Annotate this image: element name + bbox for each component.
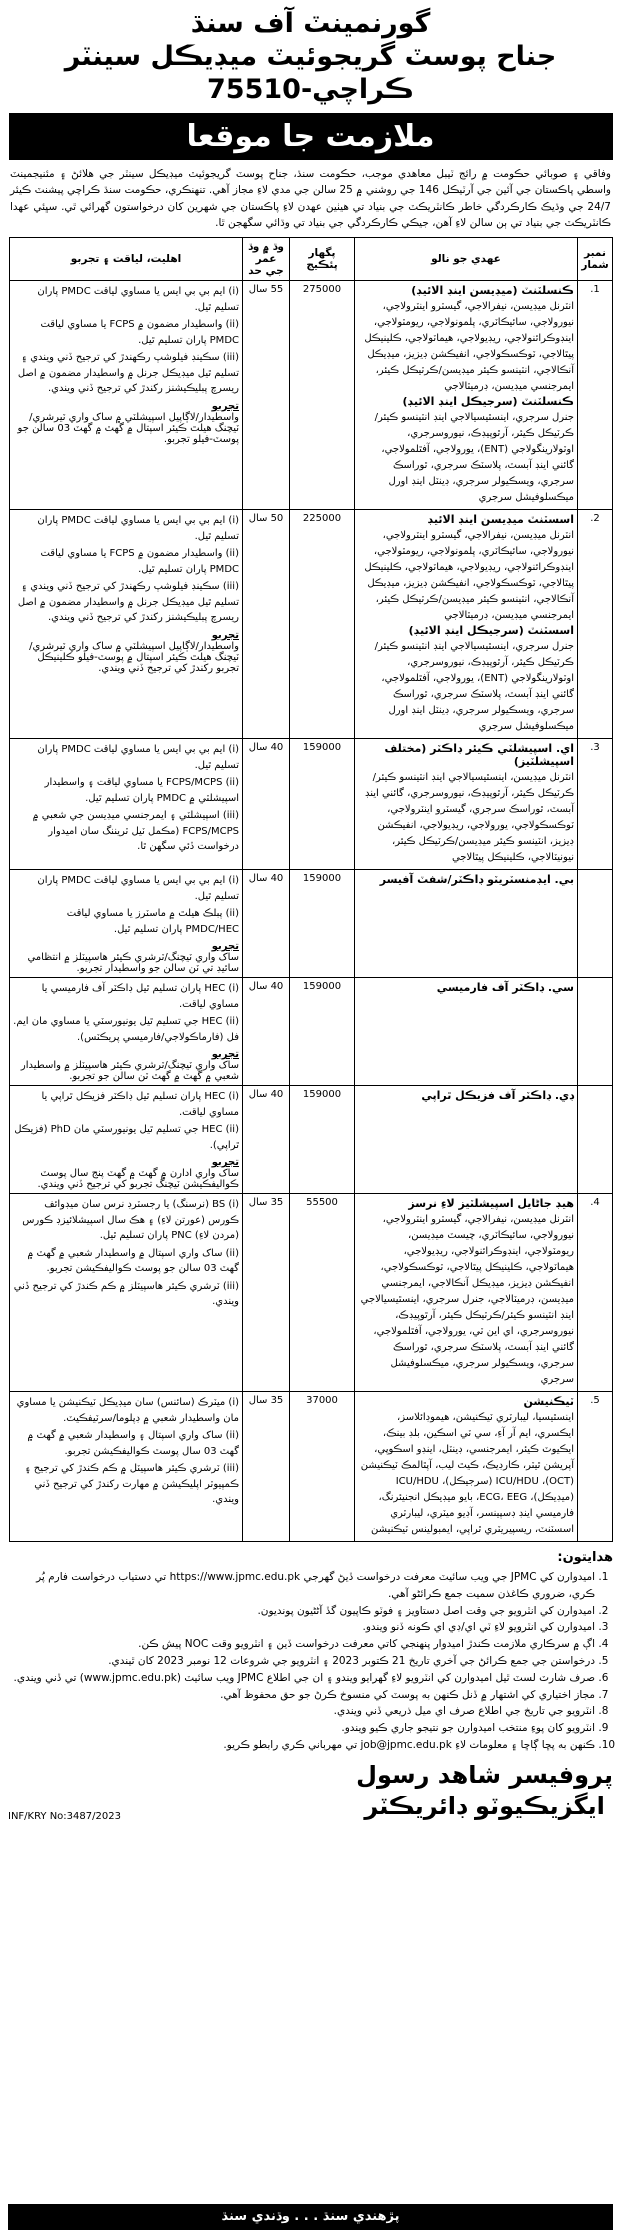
experience-heading: تجربو bbox=[211, 629, 239, 641]
instruction-item: 8. انٽرويو جي تاريخ جي اطلاع صرف اي ميل ذريعي ڏني ويندي. bbox=[8, 1703, 595, 1720]
post-title: هيڊ جاڻايل اسپيشلٽيز لاءِ نرسز bbox=[408, 1197, 574, 1211]
instructions bbox=[8, 1548, 613, 1754]
instruction-item: 3. اميدوارن کي انٽرويو لاءِ ٽي اي/ڊي اي ڪونه ڏنو ويندو. bbox=[8, 1619, 595, 1636]
job-opportunities-banner: ملازمت جا موقعا bbox=[9, 113, 613, 160]
qualification-list bbox=[13, 284, 239, 397]
qualification-cell bbox=[10, 978, 243, 1086]
post-specialties: انٽرنل ميڊيسن، نيفرالاجي، گيسٽرو اينٽرولاجي، نيورولاجي، سائيڪاٽري، پلمونولاجي، ريومٽولاجي، اينڊوڪرائنولاجي، ريڊيولاجي، هيماٽولاجي، ڪلينيڪل پيٿالاجي، ٽوڪسڪولاجي، انفيڪشن ڊيزيز، ميڊيڪل آنڪالاجي، انٽينسو ڪيئر ميڊيسن/ڪرٽيڪل ڪيئر، ايمرجنسي ميڊيسن، ڊرميٽالاجي bbox=[364, 530, 574, 622]
reference-number: INF/KRY No:3487/2023 bbox=[8, 1811, 121, 1823]
post-title: سي. ڊاڪٽر آف فارميسي bbox=[436, 981, 574, 995]
instruction-item: 4. اڳ ۾ سرڪاري ملازمت ڪندڙ اميدوار پنهنجي کاتي معرفت درخواست ڏين ۽ انٽرويو وقت NOC پيش ڪن. bbox=[8, 1636, 595, 1653]
qualification-item: (ii) واسطيدار مضمون ۾ FCPS يا مساوي لياقت PMDC پاران تسليم ٿيل. bbox=[40, 319, 239, 346]
qualification-item: (i) BS (نرسنگ) يا رجسٽرڊ نرس سان ميڊوائف ڪورس (عورتن لاءِ) ۽ هڪ سال اسپيشلائيزڊ ڪورس (مردن لاءِ) PNC پاران تسليم ٿيل. bbox=[22, 1199, 239, 1242]
qualification-item: (i) HEC پاران تسليم ٿيل ڊاڪٽر فزيڪل ٿراپي يا مساوي لياقت. bbox=[41, 1091, 239, 1118]
header-post: عهدي جو نالو bbox=[355, 238, 578, 281]
signatory-name: پروفيسر شاهد رسول bbox=[356, 1760, 613, 1789]
qualification-item: (iii) سڪينڊ فيلوشپ رڪھندڙ کي ترجيح ڏني ويندي ۽ تسليم ٿيل ميڊيڪل جرنل ۾ واسطيدار مضمون ۾ اصل ريسرچ پبليڪيشنز رکندڙ کي ترجيح ڏني ويندي. bbox=[17, 352, 239, 395]
footer-slogan: پڙهندي سنڌ . . . وڌندي سنڌ bbox=[8, 2204, 613, 2230]
qualification-list bbox=[13, 513, 239, 626]
experience-heading: تجربو bbox=[211, 1049, 239, 1061]
government-title: گورنمينٽ آف سنڌ bbox=[190, 8, 431, 39]
instruction-item: 7. مجاز اختياري کي اشتهار ۾ ڏنل ڪنهن به پوسٽ کي منسوخ ڪرڻ جو حق محفوظ آهي. bbox=[8, 1687, 595, 1704]
post-title: ٽيڪنيشن bbox=[523, 1395, 574, 1409]
header-age: وڌ ۾ وڌ عمر جي حد bbox=[243, 238, 290, 281]
post-sub-specialties: جنرل سرجري، اينسٿيسيالاجي اينڊ انٽينسو ڪيئر/ڪرٽيڪل ڪيئر، آرٿوپيڊڪ، نيوروسرجري، اوٽولارينگولاجي (ENT)، يورولاجي، آفٿلمولاجي، گائني اينڊ آبسٽ، پلاسٽڪ سرجري، ٿوراسڪ سرجري، ويسڪيولر سرجري، ڊينٽل اينڊ اورل ميڪسلوفيشل سرجري bbox=[374, 641, 574, 733]
qualification-item: (ii) پبلڪ هيلٿ ۾ ماسٽرز يا مساوي لياقت PMDC/HEC پاران تسليم ٿيل. bbox=[66, 908, 239, 935]
max-age: 40 سال bbox=[243, 1086, 290, 1194]
post-sub-specialties: جنرل سرجري، اينسٿيسيالاجي اينڊ انٽينسو ڪيئر/ڪرٽيڪل ڪيئر، آرٿوپيڊڪ، نيوروسرجري، اوٽولارينگولاجي (ENT)، يورولاجي، آفٿلمولاجي، گائني اينڊ آبسٽ، پلاسٽڪ سرجري، ٿوراسڪ سرجري، ويسڪيولر سرجري، ڊينٽل اينڊ اورل ميڪسلوفيشل سرجري bbox=[374, 412, 574, 504]
institute-title: جناح پوسٽ گريجوئيٽ ميڊيڪل سينٽر bbox=[64, 41, 557, 73]
qualification-cell bbox=[10, 1086, 243, 1194]
qualification-cell bbox=[10, 739, 243, 870]
pay-package: 55500 bbox=[290, 1194, 355, 1392]
max-age: 35 سال bbox=[243, 1194, 290, 1392]
instruction-item: 10. ڪنهن به پڇا ڳاڇا ۽ معلومات لاءِ job@jpmc.edu.pk تي مهرباني ڪري رابطو ڪريو. bbox=[8, 1737, 595, 1754]
post-cell bbox=[355, 739, 578, 870]
qualification-item: (i) ايم بي بي ايس يا مساوي لياقت PMDC پاران تسليم ٿيل. bbox=[37, 875, 239, 902]
qualification-item: (i) ميٽرڪ (سائنس) سان ميڊيڪل ٽيڪنيشن يا مساوي مان واسطيدار شعبي ۾ ڊپلوما/سرٽيفڪيٽ. bbox=[16, 1397, 239, 1424]
qualification-item: (iii) ٽرشري ڪيئر هاسپيٽلز ۾ ڪم ڪندڙ کي ترجيح ڏني ويندي. bbox=[13, 1280, 239, 1308]
row-number bbox=[578, 1086, 613, 1194]
header-no: نمبر شمار bbox=[578, 238, 613, 281]
post-title: ڊي. ڊاڪٽر آف فزيڪل ٿراپي bbox=[421, 1089, 574, 1103]
intro-paragraph: وفاقي ۽ صوبائي حڪومت ۾ رائج ٽيبل معاهدي موجب، حڪومت سنڌ، جناح پوسٽ گريجوئيٽ ميڊيڪل سينٽر جي هلائڻ ۽ مئنيجمينٽ واسطي پاڪستان جي آئين جي آرٽيڪل 146 جي روشني ۾ 25 سالن جي مدي لاءِ مجاز آهي. تنهنڪري، حڪومت سنڌ ڪراچي پيشنٽ ڪيئر 24/7 جي وڌيڪ ڪارڪردگي خاطر ڪانٽريڪٽ جي بنياد تي هيٺين عهدن لاءِ پاڪستان جي شهرين کان درخواستون گهرائي ٿي. سڀئي عهدا ڪانٽريڪٽ جي بنياد تي ٻن سالن لاءِ آهن، جيڪي ڪارڪردگي جي بنياد تي وڌائي سگهجن ٿا. bbox=[10, 168, 611, 229]
experience-text: واسطيدار/لاڳاپيل اسپيشلٽي ۾ ساک واري ٽيرشري/ٽيچنگ هيلٿ ڪيئر اسپتال ۾ پوسٽ-فيلو ڪلينيڪل تجربو رکندڙ کي ترجيح ڏني ويندي. bbox=[29, 640, 239, 674]
qualification-item: (i) ايم بي بي ايس يا مساوي لياقت PMDC پاران تسليم ٿيل. bbox=[37, 744, 239, 771]
signatory-designation: ايگزيڪيوٽو ڊائريڪٽر bbox=[364, 1791, 605, 1820]
instruction-item: 2. اميدوارن کي انٽرويو جي وقت اصل دستاويز ۽ فوٽو ڪاپيون گڏ آڻڻيون پونديون. bbox=[8, 1603, 595, 1620]
qualification-list bbox=[13, 742, 239, 855]
post-cell bbox=[355, 1392, 578, 1542]
instruction-item: 9. انٽرويو کان پوءِ منتخب اميدوارن جو نتيجو جاري ڪيو ويندو. bbox=[8, 1720, 595, 1737]
experience-heading: تجربو bbox=[211, 941, 239, 953]
table-row bbox=[10, 281, 613, 510]
table-row bbox=[10, 1086, 613, 1194]
qualification-list bbox=[13, 1395, 239, 1508]
post-title: اسسٽنٽ ميڊيسن اينڊ الائيڊ bbox=[427, 513, 574, 527]
pay-package: 37000 bbox=[290, 1392, 355, 1542]
pay-package: 225000 bbox=[290, 510, 355, 739]
qualification-item: (ii) واسطيدار مضمون ۾ FCPS يا مساوي لياقت PMDC پاران تسليم ٿيل. bbox=[40, 548, 239, 575]
pay-package: 159000 bbox=[290, 739, 355, 870]
qualification-item: (ii) FCPS/MCPS يا مساوي لياقت ۽ واسطيدار اسپيشلٽي ۾ PMDC پاران تسليم ٿيل. bbox=[44, 777, 239, 804]
qualification-cell bbox=[10, 1392, 243, 1542]
post-title: بي. ايڊمنسٽريٽو ڊاڪٽر/شفٽ آفيسر bbox=[379, 873, 574, 887]
post-subtitle: ڪنسلٽنٽ (سرجيڪل اينڊ الائيڊ) bbox=[402, 395, 574, 409]
header-qualification: اهليت، لياقت ۽ تجربو bbox=[10, 238, 243, 281]
post-title: ڪنسلٽنٽ (ميڊيسن اينڊ الائيڊ) bbox=[411, 284, 574, 298]
experience-text: ساک واري ٽيچنگ/ٽرشري ڪيئر هاسپيٽلز ۾ انتظامي سائيڊ تي ٽن سالن جو واسطيدار تجربو. bbox=[27, 952, 239, 975]
post-subtitle: اسسٽنٽ (سرجيڪل اينڊ الائيڊ) bbox=[408, 624, 574, 638]
qualification-list bbox=[13, 1089, 239, 1153]
row-number: 3. bbox=[578, 739, 613, 870]
max-age: 55 سال bbox=[243, 281, 290, 510]
table-row bbox=[10, 1194, 613, 1392]
pay-package: 159000 bbox=[290, 1086, 355, 1194]
row-number: 1. bbox=[578, 281, 613, 510]
header bbox=[8, 8, 613, 105]
max-age: 35 سال bbox=[243, 1392, 290, 1542]
experience-text: ساک واري ٽيچنگ/ٽرشري ڪيئر هاسپيٽلز ۾ واسطيدار شعبي ۾ گهٽ ۾ گهٽ ٽن سالن جو تجربو. bbox=[20, 1060, 239, 1083]
max-age: 40 سال bbox=[243, 739, 290, 870]
qualification-item: (ii) HEC جي تسليم ٿيل يونيورسٽي مان PhD (فزيڪل ٿراپي). bbox=[14, 1124, 239, 1151]
qualification-item: (i) ايم بي بي ايس يا مساوي لياقت PMDC پاران تسليم ٿيل. bbox=[37, 515, 239, 542]
table-header-row bbox=[10, 238, 613, 281]
jobs-table-body bbox=[10, 281, 613, 1542]
post-cell bbox=[355, 1086, 578, 1194]
signature-block bbox=[8, 1760, 613, 1822]
pay-package: 275000 bbox=[290, 281, 355, 510]
qualification-cell bbox=[10, 1194, 243, 1392]
post-cell bbox=[355, 1194, 578, 1392]
signatory bbox=[356, 1760, 613, 1822]
experience-text: واسطيدار/لاڳاپيل اسپيشلٽي ۾ ساک واري ٽيرشري/ٽيچنگ هيلٿ ڪيئر اسپتال ۾ گهٽ ۾ گهٽ 03 سالن جو پوسٽ-فيلو تجربو. bbox=[17, 411, 239, 445]
qualification-cell bbox=[10, 510, 243, 739]
qualification-item: (iii) اسپيشلٽي ۽ ايمرجنسي ميڊيسن جي شعبي ۾ FCPS/MCPS (مڪمل ٽيل ٽريننگ سان اميدوار درخواست ڏئي سگهن ٿا. bbox=[32, 810, 239, 853]
row-number: 5. bbox=[578, 1392, 613, 1542]
qualification-item: (iii) ٽرشري ڪيئر هاسپيٽل ۾ ڪم ڪندڙ کي ترجيح ۽ ڪمپيوٽر اپليڪيشن ۾ مهارت رکندڙ کي ترجيح ڏني ويندي. bbox=[24, 1463, 239, 1506]
max-age: 50 سال bbox=[243, 510, 290, 739]
post-cell bbox=[355, 281, 578, 510]
table-row bbox=[10, 870, 613, 978]
table-row bbox=[10, 978, 613, 1086]
instructions-list bbox=[8, 1569, 613, 1754]
qualification-list bbox=[13, 873, 239, 937]
experience-heading: تجربو bbox=[211, 400, 239, 412]
header-pay: پگهار پئڪيج bbox=[290, 238, 355, 281]
max-age: 40 سال bbox=[243, 978, 290, 1086]
pay-package: 159000 bbox=[290, 870, 355, 978]
qualification-item: (i) ايم بي بي ايس يا مساوي لياقت PMDC پاران تسليم ٿيل. bbox=[37, 286, 239, 313]
post-title: اي. اسپيشلٽي ڪيئر ڊاڪٽر (مختلف اسپيشلٽيز) bbox=[384, 742, 574, 769]
max-age: 40 سال bbox=[243, 870, 290, 978]
post-specialties: اينسٿيسيا، ليبارٽري ٽيڪنيشن، هيموڊائلاسز، ايڪسري، ايم آر آءِ، سي ٽي اسڪين، بلڊ بينڪ، ايڪيوٽ ڪيئر، ايمرجنسي، ڊينٽل، اينڊو اسڪوپي، آپريشن ٿيٽر، ڪارڊيڪ، ڪيٿ ليب، آپٿالمڪ ٽيڪنيشن (OCT)، ICU/HDU (سرجيڪل)، ICU/HDU (ميڊيڪل)، ECG، EEG، بايو ميڊيڪل انجنيئرنگ، فارميسي اينڊ ڊسپينسر، آڊيو ميٽري، ليبارٽري اسسٽنٽ، ريسپيريٽري ٿراپي، ايمبولينس ٽيڪنيشن bbox=[360, 1412, 574, 1536]
row-number: 2. bbox=[578, 510, 613, 739]
pay-package: 159000 bbox=[290, 978, 355, 1086]
instruction-item: 5. درخواستن جي جمع ڪرائڻ جي آخري تاريخ 21 ڪتوبر 2023 ۽ انٽرويو جي شروعات 12 نومبر 2023 کان ٿيندي. bbox=[8, 1653, 595, 1670]
instruction-item: 1. اميدوارن کي JPMC جي ويب سائيٽ معرفت درخواست ڏيڻ گهرجي https://www.jpmc.edu.pk تي دستياب درخواست فارم پُر ڪري، ضروري ڪاغذن سميت جمع ڪرائڻو آهي. bbox=[8, 1569, 595, 1603]
instructions-title: هدايتون: bbox=[557, 1550, 613, 1566]
post-cell bbox=[355, 870, 578, 978]
experience-text: ساک واري ادارن ۾ گهٽ ۾ گهٽ پنج سال پوسٽ ڪواليفڪيشن ٽيچنگ تجربو کي ترجيح ڏني ويندي. bbox=[37, 1168, 239, 1191]
post-cell bbox=[355, 978, 578, 1086]
experience-heading: تجربو bbox=[211, 1157, 239, 1169]
qualification-item: (ii) ساک واري اسپتال ۽ واسطيدار شعبي ۾ گهٽ ۾ گهٽ 03 سال پوسٽ ڪواليفڪيشن تجربو. bbox=[27, 1430, 239, 1457]
city-title: ڪراچي-75510 bbox=[207, 74, 414, 106]
qualification-item: (ii) HEC جي تسليم ٿيل يونيورسٽي يا مساوي مان ايم. فل (فارماڪولاجي/فارميسي پريڪٽس). bbox=[13, 1016, 239, 1043]
post-cell bbox=[355, 510, 578, 739]
qualification-cell bbox=[10, 870, 243, 978]
row-number: 4. bbox=[578, 1194, 613, 1392]
instruction-item: 6. صرف شارٽ لسٽ ٿيل اميدوارن کي انٽرويو لاءِ گهرايو ويندو ۽ ان جي اطلاع JPMC ويب سائيٽ (www.jpmc.edu.pk) تي ڏني ويندي. bbox=[8, 1670, 595, 1687]
row-number bbox=[578, 978, 613, 1086]
qualification-list bbox=[13, 981, 239, 1045]
table-row bbox=[10, 1392, 613, 1542]
qualification-item: (iii) سڪينڊ فيلوشپ رڪھندڙ کي ترجيح ڏني ويندي ۽ تسليم ٿيل ميڊيڪل جرنل ۾ واسطيدار مضمون ۾ اصل ريسرچ پبليڪيشنز رکندڙ کي ترجيح ڏني ويندي. bbox=[17, 581, 239, 624]
table-row bbox=[10, 510, 613, 739]
qualification-list bbox=[13, 1197, 239, 1310]
post-specialties: انٽرنل ميڊيسن، نيفرالاجي، گيسٽرو اينٽرولاجي، نيورولاجي، سائيڪاٽري، پلمونولاجي، ريومٽولاجي، اينڊوڪرائنولاجي، ريڊيولاجي، هيماٽولاجي، ڪلينيڪل پيٿالاجي، ٽوڪسڪولاجي، انفيڪشن ڊيزيز، ميڊيڪل آنڪالاجي، انٽينسو ڪيئر ميڊيسن/ڪرٽيڪل ڪيئر، ايمرجنسي ميڊيسن، ڊرميٽالاجي bbox=[364, 301, 574, 393]
jobs-table bbox=[9, 237, 613, 1542]
qualification-item: (ii) ساک واري اسپتال ۾ واسطيدار شعبي ۾ گهٽ ۾ گهٽ 03 سالن جو پوسٽ ڪواليفڪيشن تجربو. bbox=[27, 1247, 239, 1275]
table-row bbox=[10, 739, 613, 870]
qualification-cell bbox=[10, 281, 243, 510]
post-specialties: انٽرنل ميڊيسن، اينسٿيسيالاجي اينڊ انٽينسو ڪيئر/ڪرٽيڪل ڪيئر، آرٿوپيڊڪ، نيوروسرجري، گائني اينڊ آبسٽ، ٿوراسڪ سرجري، گيسٽرو اينٽرولاجي، ٽوڪسڪولاجي، يورولاجي، ريڊيولاجي، انفيڪشن ڊيزيز، انٽينسو ڪيئر ميڊيسن/ڪرٽيڪل ڪيئر، نيونيٽالاجي، ڪلينيڪل پيٿالاجي bbox=[364, 772, 574, 864]
qualification-item: (i) HEC پاران تسليم ٿيل ڊاڪٽر آف فارميسي يا مساوي لياقت. bbox=[41, 983, 239, 1010]
post-specialties: انٽرنل ميڊيسن، نيفرالاجي، گيسٽرو اينٽرولاجي، نيورولاجي، سائيڪاٽري، چيسٽ ميڊيسن، ريومٽولاجي، اينڊوڪرائنولاجي، ريڊيولاجي، هيماٽولاجي، ڪلينيڪل پيٿالاجي، ٽوڪسڪولاجي، انفيڪشن ڊيزيز، ميڊيڪل آنڪالاجي، ايمرجنسي ميڊيسن، ڊرميٽالاجي، جنرل سرجري، اينسٿيسيالاجي اينڊ انٽينسو ڪيئر/ڪرٽيڪل ڪيئر، آرٿوپيڊڪ، نيوروسرجري، اي اين ٽي، يورولاجي، آفٿلمولاجي، گائني اينڊ آبسٽ، پلاسٽڪ سرجري، ٿوراسڪ سرجري، ويسڪيولر سرجري، ميڪسلوفيشل سرجري bbox=[360, 1214, 574, 1386]
row-number bbox=[578, 870, 613, 978]
